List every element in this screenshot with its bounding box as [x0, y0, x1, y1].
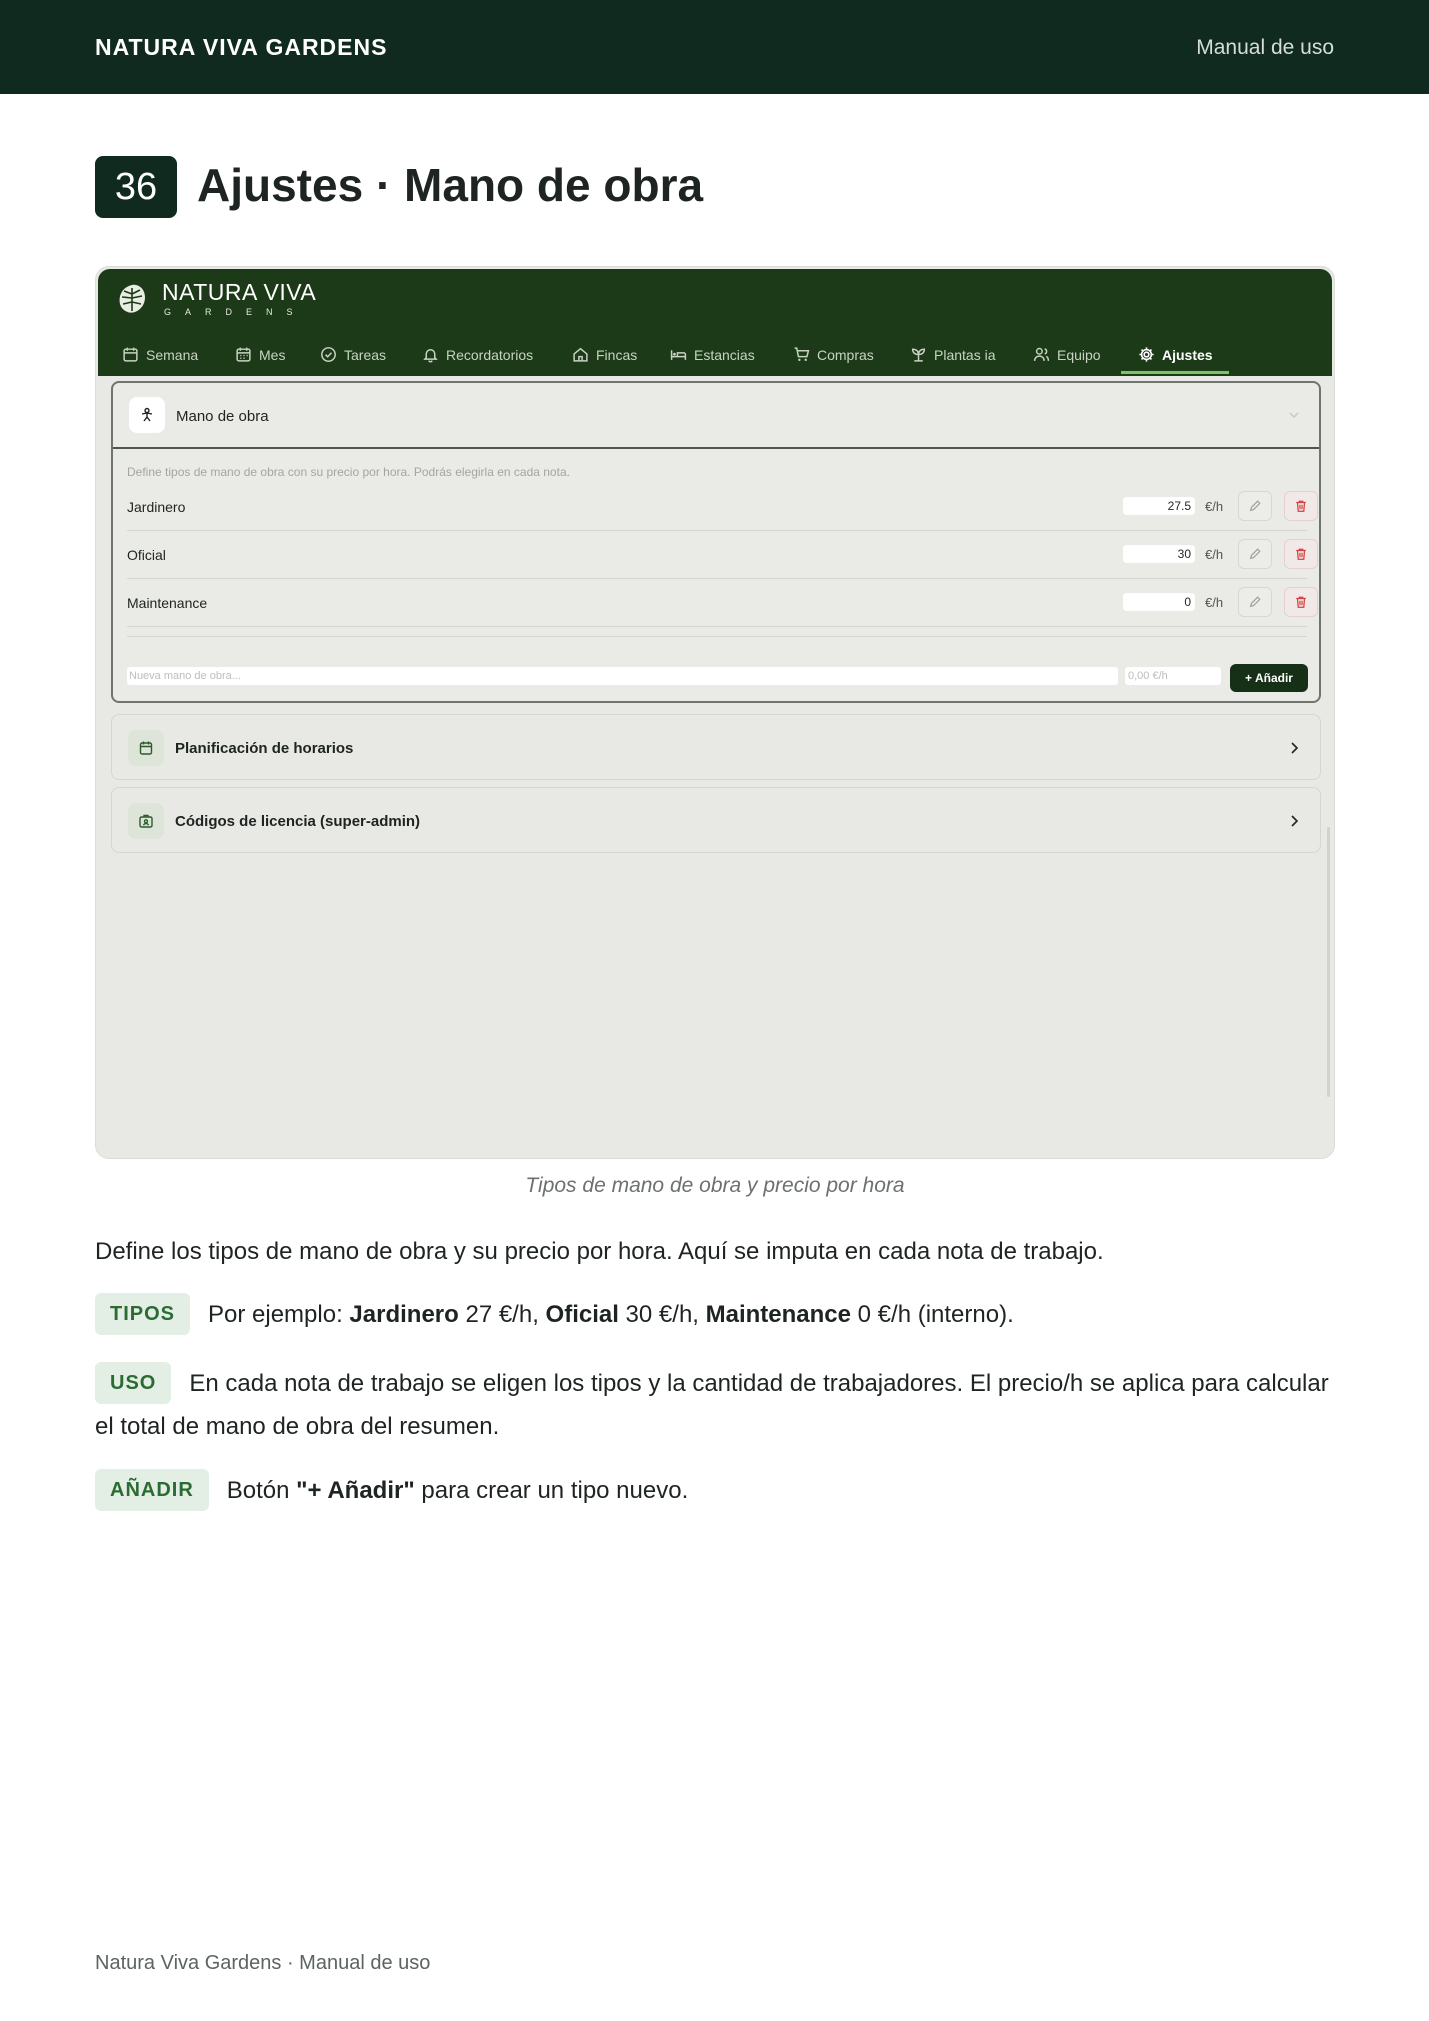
- divider: [127, 627, 1307, 637]
- tipos-oficial: Oficial: [545, 1301, 619, 1328]
- app-nav: [98, 333, 1332, 376]
- nav-equipo[interactable]: [1033, 333, 1101, 376]
- figure-caption: Tipos de mano de obra y precio por hora: [525, 1174, 905, 1197]
- labor-unit: €/h: [1205, 547, 1224, 562]
- labor-row: [127, 579, 1307, 627]
- top-bar: [0, 0, 1429, 94]
- tipos-jardinero: Jardinero: [349, 1301, 459, 1328]
- app-screenshot: [95, 266, 1335, 1159]
- section-title: Planificación de horarios: [175, 740, 354, 757]
- chapter-number: 36: [95, 156, 177, 218]
- tag-uso: USO: [95, 1362, 171, 1404]
- leaf-logo-icon: [115, 282, 149, 316]
- nav-plantas-ia[interactable]: [910, 333, 995, 376]
- nav-label: Estancias: [694, 346, 755, 363]
- manual-label: Manual de uso: [1196, 36, 1334, 59]
- license-icon: [128, 803, 164, 839]
- bed-icon: [670, 346, 687, 363]
- home-icon: [572, 346, 589, 363]
- nav-mes[interactable]: [235, 333, 285, 376]
- nav-label: Recordatorios: [446, 346, 534, 363]
- section-license-codes[interactable]: [111, 787, 1321, 853]
- labor-name: Jardinero: [127, 499, 186, 515]
- labor-price-input[interactable]: 30: [1123, 545, 1195, 563]
- page-footer: Natura Viva Gardens · Manual de uso: [95, 1952, 431, 1974]
- calendar-icon: [122, 346, 139, 363]
- edit-button[interactable]: [1238, 491, 1272, 521]
- nav-ajustes[interactable]: [1138, 333, 1213, 376]
- nav-semana[interactable]: [122, 333, 198, 376]
- labor-unit: €/h: [1205, 595, 1224, 610]
- new-labor-name-input[interactable]: Nueva mano de obra...: [127, 667, 1118, 685]
- item-tipos: [95, 1293, 1335, 1336]
- pencil-icon: [1248, 595, 1262, 609]
- section-title: Códigos de licencia (super-admin): [175, 813, 421, 830]
- cart-icon: [793, 346, 810, 363]
- app-header: [98, 269, 1332, 376]
- app-logo-title: NATURA VIVA: [162, 279, 317, 305]
- labor-panel: [111, 381, 1321, 703]
- tipos-text-1: 27 €/h,: [458, 1301, 546, 1328]
- tipos-maintenance: Maintenance: [705, 1301, 851, 1328]
- labor-name: Oficial: [127, 547, 166, 563]
- nav-label: Compras: [817, 346, 874, 363]
- active-tab-indicator: [1121, 371, 1229, 374]
- chevron-right-icon: [1286, 813, 1302, 829]
- nav-label: Mes: [259, 346, 286, 363]
- add-button[interactable]: + Añadir: [1230, 664, 1308, 692]
- nav-label: Ajustes: [1162, 346, 1213, 363]
- anadir-button-name: "+ Añadir": [296, 1477, 415, 1504]
- chevron-right-icon: [1286, 740, 1302, 756]
- tag-anadir: AÑADIR: [95, 1469, 209, 1511]
- new-labor-price-input[interactable]: 0,00 €/h: [1125, 667, 1221, 685]
- delete-button[interactable]: [1284, 491, 1318, 521]
- nav-estancias[interactable]: [670, 333, 755, 376]
- pencil-icon: [1248, 547, 1262, 561]
- edit-button[interactable]: [1238, 587, 1272, 617]
- uso-text: En cada nota de trabajo se eligen los tipos y la cantidad de trabajadores. El precio/h se aplica para calcular el total de mano de obra del resumen.: [95, 1370, 1329, 1440]
- nav-tareas[interactable]: [320, 333, 386, 376]
- item-uso: [95, 1362, 1335, 1448]
- labor-price-input[interactable]: 0: [1123, 593, 1195, 611]
- anadir-suffix: para crear un tipo nuevo.: [414, 1477, 689, 1504]
- scrollbar[interactable]: [1327, 827, 1330, 1097]
- check-circle-icon: [320, 346, 337, 363]
- trash-icon: [1294, 595, 1308, 609]
- labor-unit: €/h: [1205, 499, 1224, 514]
- tipos-prefix: Por ejemplo:: [208, 1301, 350, 1328]
- nav-compras[interactable]: [793, 333, 874, 376]
- trash-icon: [1294, 547, 1308, 561]
- delete-button[interactable]: [1284, 539, 1318, 569]
- app-logo-subtitle: GARDENS: [164, 307, 307, 317]
- section-schedule-planning[interactable]: [111, 714, 1321, 780]
- labor-price-input[interactable]: 27.5: [1123, 497, 1195, 515]
- worker-icon: [129, 397, 165, 433]
- nav-label: Fincas: [596, 346, 638, 363]
- item-anadir: [95, 1469, 1335, 1512]
- tipos-text-3: 0 €/h (interno).: [851, 1301, 1014, 1328]
- intro-paragraph: Define los tipos de mano de obra y su precio por hora. Aquí se imputa en cada nota de trabajo.: [95, 1238, 1104, 1265]
- brand-title: NATURA VIVA GARDENS: [95, 34, 388, 60]
- nav-recordatorios[interactable]: [422, 333, 533, 376]
- pencil-icon: [1248, 499, 1262, 513]
- calendar-grid-icon: [235, 346, 252, 363]
- page-title: Ajustes · Mano de obra: [197, 159, 704, 211]
- tipos-text-2: 30 €/h,: [618, 1301, 706, 1328]
- calendar-icon: [128, 730, 164, 766]
- new-labor-row: [127, 664, 1307, 690]
- tag-tipos: TIPOS: [95, 1293, 190, 1335]
- trash-icon: [1294, 499, 1308, 513]
- users-icon: [1033, 346, 1050, 363]
- bell-icon: [422, 346, 439, 363]
- labor-name: Maintenance: [127, 595, 208, 611]
- chevron-down-icon[interactable]: [1286, 407, 1302, 423]
- labor-row: [127, 483, 1307, 531]
- nav-label: Semana: [146, 346, 199, 363]
- labor-row: [127, 531, 1307, 579]
- labor-hint: Define tipos de mano de obra con su precio por hora. Podrás elegirla en cada nota.: [127, 465, 570, 479]
- nav-fincas[interactable]: [572, 333, 637, 376]
- labor-panel-title: Mano de obra: [176, 408, 269, 425]
- gear-icon: [1138, 346, 1155, 363]
- nav-label: Tareas: [344, 346, 387, 363]
- labor-panel-header[interactable]: [113, 383, 1319, 449]
- nav-label: Equipo: [1057, 346, 1101, 363]
- delete-button[interactable]: [1284, 587, 1318, 617]
- edit-button[interactable]: [1238, 539, 1272, 569]
- plant-icon: [910, 346, 927, 363]
- anadir-prefix: Botón: [226, 1477, 297, 1504]
- nav-label: Plantas ia: [934, 346, 996, 363]
